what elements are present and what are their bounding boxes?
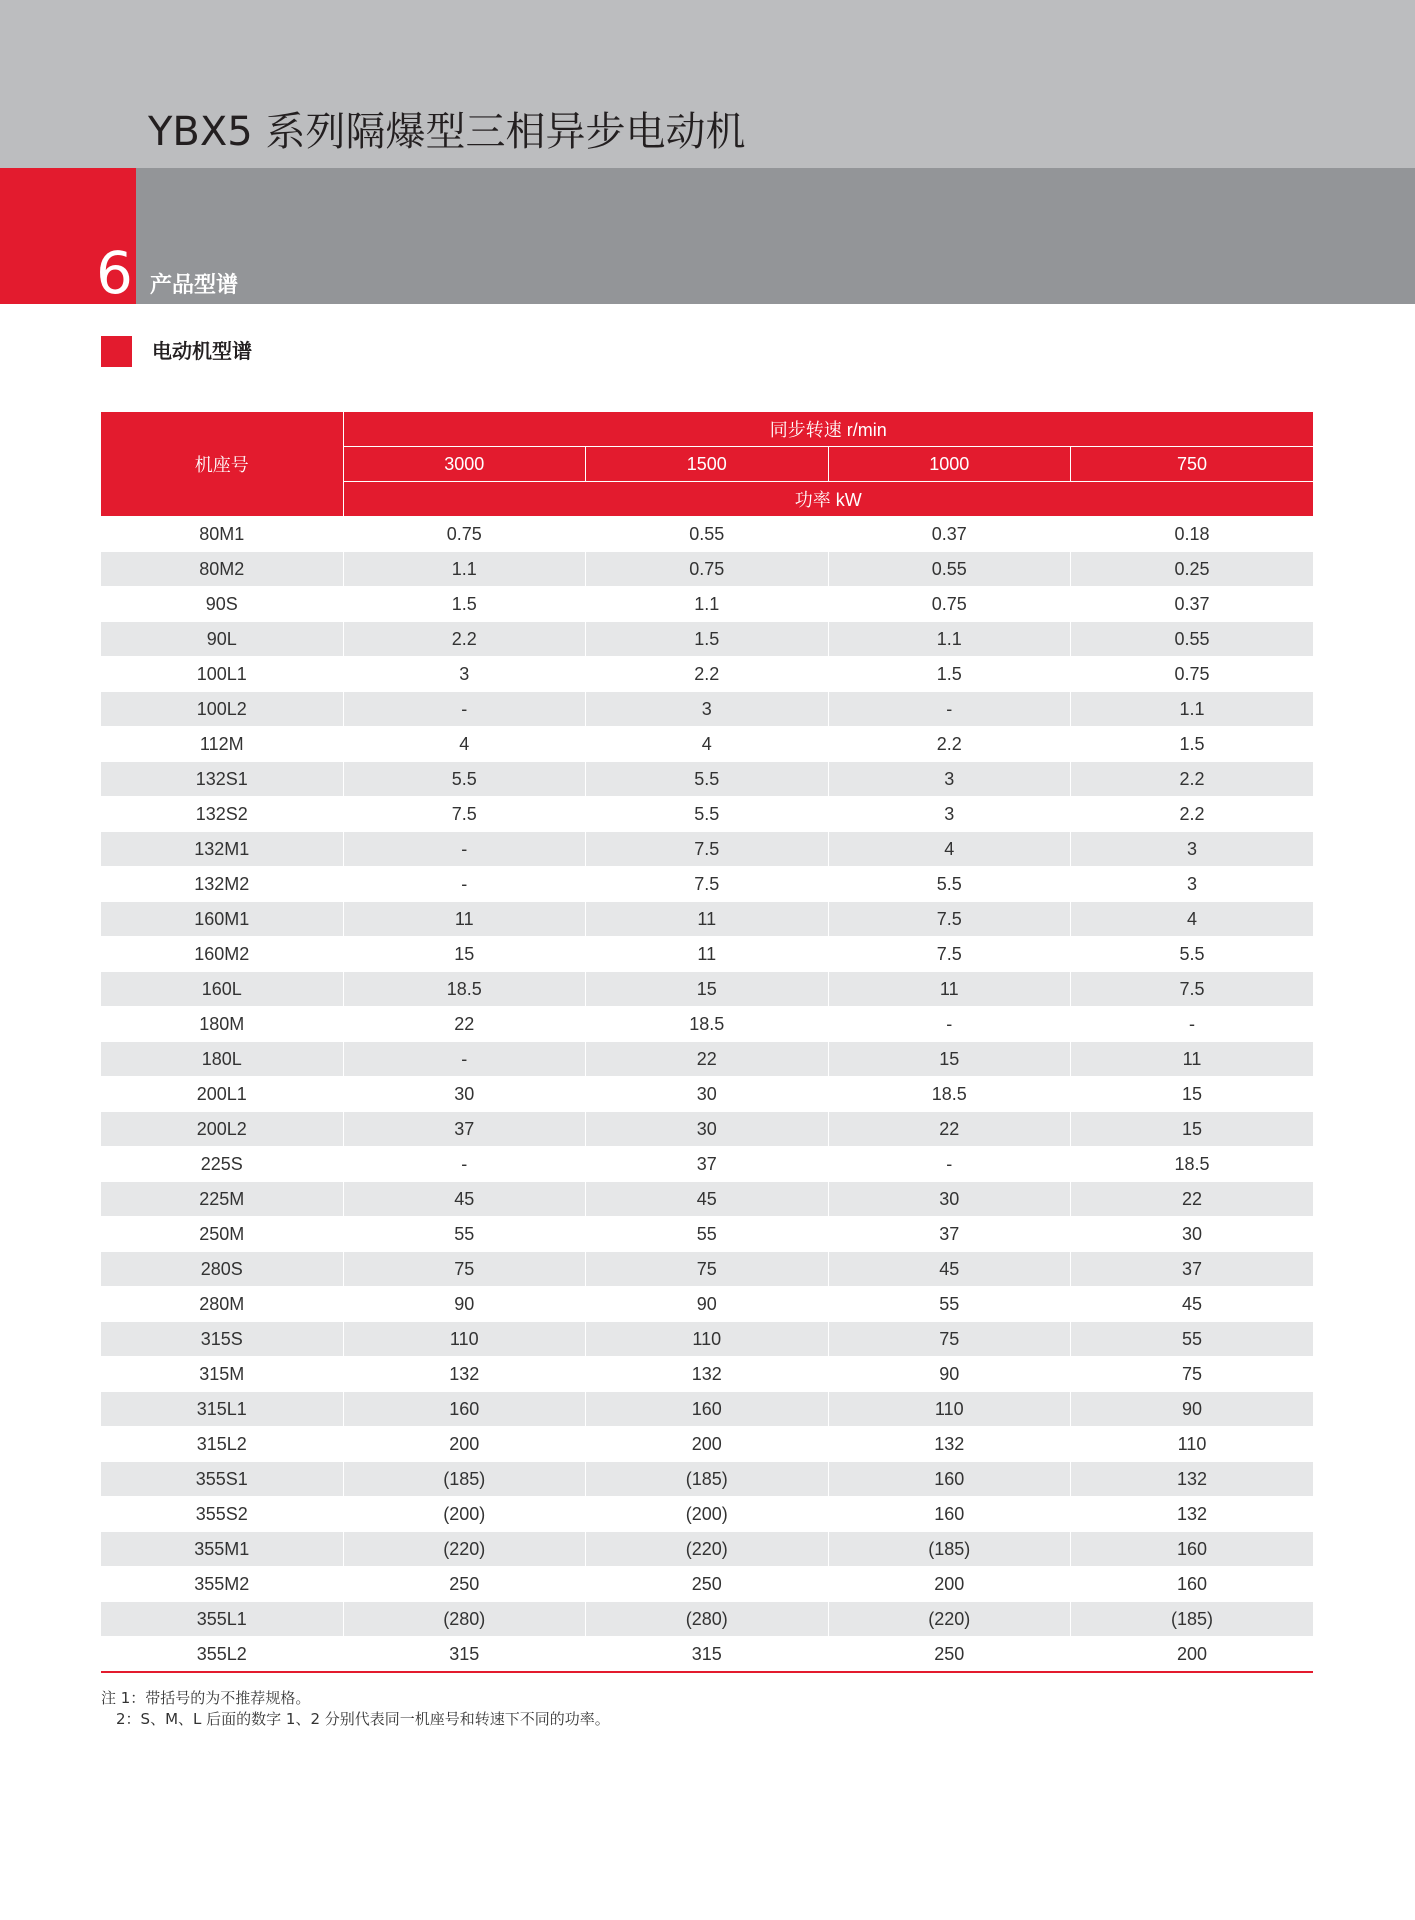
power-cell: 1.5	[828, 657, 1071, 692]
power-cell: 2.2	[828, 727, 1071, 762]
power-cell: 45	[828, 1252, 1071, 1287]
power-cell: 11	[1071, 1042, 1314, 1077]
note-2: 2：S、M、L 后面的数字 1、2 分别代表同一机座号和转速下不同的功率。	[101, 1710, 610, 1728]
power-cell: 3	[1071, 867, 1314, 902]
model-cell: 180M	[101, 1007, 343, 1042]
power-cell: 5.5	[586, 762, 829, 797]
table-row	[101, 1462, 1313, 1497]
power-cell: 250	[586, 1567, 829, 1602]
model-cell: 100L1	[101, 657, 343, 692]
power-cell: 0.55	[586, 517, 829, 552]
table-row	[101, 1112, 1313, 1147]
model-cell: 200L2	[101, 1112, 343, 1147]
power-cell: 30	[828, 1182, 1071, 1217]
power-cell: 1.1	[586, 587, 829, 622]
table-row	[101, 1042, 1313, 1077]
power-cell: 110	[1071, 1427, 1314, 1462]
power-cell: 7.5	[586, 867, 829, 902]
power-cell: 3	[828, 762, 1071, 797]
power-cell: 15	[586, 972, 829, 1007]
power-cell: 5.5	[828, 867, 1071, 902]
table-row	[101, 762, 1313, 797]
model-cell: 90L	[101, 622, 343, 657]
table-row	[101, 1497, 1313, 1532]
power-cell: 132	[586, 1357, 829, 1392]
power-cell: (220)	[828, 1602, 1071, 1637]
model-cell: 315S	[101, 1322, 343, 1357]
table-row	[101, 1602, 1313, 1637]
power-cell: 4	[1071, 902, 1314, 937]
power-cell: 15	[343, 937, 586, 972]
power-cell: 18.5	[343, 972, 586, 1007]
model-cell: 160L	[101, 972, 343, 1007]
power-cell: 0.37	[1071, 587, 1314, 622]
power-cell: 132	[1071, 1462, 1314, 1497]
model-cell: 355S2	[101, 1497, 343, 1532]
power-cell: 132	[828, 1427, 1071, 1462]
power-cell: 2.2	[586, 657, 829, 692]
power-cell: 160	[1071, 1532, 1314, 1567]
table-row	[101, 552, 1313, 587]
power-cell: 0.55	[828, 552, 1071, 587]
table-row	[101, 972, 1313, 1007]
power-cell: 110	[343, 1322, 586, 1357]
power-cell: (280)	[343, 1602, 586, 1637]
power-cell: 200	[1071, 1637, 1314, 1673]
table-body	[101, 517, 1313, 1673]
model-cell: 355L1	[101, 1602, 343, 1637]
motor-spec-table	[101, 412, 1313, 1673]
model-cell: 250M	[101, 1217, 343, 1252]
table-row	[101, 727, 1313, 762]
power-cell: 0.55	[1071, 622, 1314, 657]
speed-group-header: 同步转速 r/min	[343, 412, 1313, 447]
model-cell: 180L	[101, 1042, 343, 1077]
note-1: 注 1：带括号的为不推荐规格。	[101, 1689, 311, 1707]
table-row	[101, 902, 1313, 937]
power-cell: 55	[586, 1217, 829, 1252]
power-cell: 22	[828, 1112, 1071, 1147]
power-cell: 7.5	[343, 797, 586, 832]
table-row	[101, 1287, 1313, 1322]
model-cell: 112M	[101, 727, 343, 762]
model-cell: 80M2	[101, 552, 343, 587]
power-cell: 5.5	[1071, 937, 1314, 972]
model-cell: 280S	[101, 1252, 343, 1287]
power-cell: 18.5	[828, 1077, 1071, 1112]
power-cell: 2.2	[1071, 762, 1314, 797]
model-cell: 225S	[101, 1147, 343, 1182]
power-cell: 90	[828, 1357, 1071, 1392]
model-cell: 355M1	[101, 1532, 343, 1567]
power-cell: 75	[828, 1322, 1071, 1357]
power-unit-header: 功率 kW	[343, 482, 1313, 517]
power-cell: 7.5	[828, 937, 1071, 972]
power-cell: 3	[586, 692, 829, 727]
model-cell: 160M2	[101, 937, 343, 972]
table-row	[101, 1567, 1313, 1602]
power-cell: (200)	[343, 1497, 586, 1532]
table-row	[101, 797, 1313, 832]
power-cell: 37	[343, 1112, 586, 1147]
table-row	[101, 1637, 1313, 1673]
power-cell: 22	[343, 1007, 586, 1042]
power-cell: 11	[586, 937, 829, 972]
power-cell: 45	[343, 1182, 586, 1217]
power-cell: 7.5	[828, 902, 1071, 937]
table-row	[101, 1182, 1313, 1217]
table-row	[101, 1252, 1313, 1287]
power-cell: 11	[343, 902, 586, 937]
power-cell: 0.75	[343, 517, 586, 552]
power-cell: 30	[343, 1077, 586, 1112]
power-cell: (185)	[343, 1462, 586, 1497]
power-cell: 90	[586, 1287, 829, 1322]
table-row	[101, 1532, 1313, 1567]
power-cell: -	[343, 1042, 586, 1077]
power-cell: 5.5	[586, 797, 829, 832]
power-cell: 0.18	[1071, 517, 1314, 552]
speed-header-3000: 3000	[343, 447, 586, 482]
model-cell: 100L2	[101, 692, 343, 727]
power-cell: 55	[343, 1217, 586, 1252]
power-cell: 110	[828, 1392, 1071, 1427]
power-cell: 37	[828, 1217, 1071, 1252]
table-row	[101, 1007, 1313, 1042]
power-cell: 75	[1071, 1357, 1314, 1392]
power-cell: 75	[343, 1252, 586, 1287]
power-cell: 55	[828, 1287, 1071, 1322]
speed-header-1500: 1500	[586, 447, 829, 482]
power-cell: 200	[343, 1427, 586, 1462]
power-cell: 90	[343, 1287, 586, 1322]
model-cell: 132S1	[101, 762, 343, 797]
power-cell: 0.75	[586, 552, 829, 587]
model-cell: 355S1	[101, 1462, 343, 1497]
power-cell: 11	[586, 902, 829, 937]
table-row	[101, 832, 1313, 867]
power-cell: 160	[828, 1462, 1071, 1497]
model-cell: 200L1	[101, 1077, 343, 1112]
power-cell: 0.75	[828, 587, 1071, 622]
table-row	[101, 622, 1313, 657]
section-number: 6	[96, 239, 133, 307]
power-cell: 2.2	[1071, 797, 1314, 832]
power-cell: 1.1	[1071, 692, 1314, 727]
power-cell: 37	[586, 1147, 829, 1182]
power-cell: 30	[586, 1112, 829, 1147]
table-row	[101, 517, 1313, 552]
model-cell: 132M2	[101, 867, 343, 902]
model-cell: 355L2	[101, 1637, 343, 1673]
power-cell: 30	[1071, 1217, 1314, 1252]
subsection-title: 电动机型谱	[152, 339, 252, 363]
table-row	[101, 1322, 1313, 1357]
power-cell: (220)	[586, 1532, 829, 1567]
model-cell: 315L1	[101, 1392, 343, 1427]
power-cell: 18.5	[586, 1007, 829, 1042]
power-cell: 15	[828, 1042, 1071, 1077]
model-cell: 225M	[101, 1182, 343, 1217]
power-cell: 200	[586, 1427, 829, 1462]
power-cell: 4	[828, 832, 1071, 867]
power-cell: -	[343, 867, 586, 902]
power-cell: 22	[1071, 1182, 1314, 1217]
table-row	[101, 657, 1313, 692]
power-cell: -	[1071, 1007, 1314, 1042]
table-row	[101, 1392, 1313, 1427]
power-cell: (185)	[828, 1532, 1071, 1567]
table-row	[101, 1217, 1313, 1252]
model-cell: 315M	[101, 1357, 343, 1392]
power-cell: 75	[586, 1252, 829, 1287]
model-cell: 90S	[101, 587, 343, 622]
power-cell: 160	[343, 1392, 586, 1427]
model-cell: 280M	[101, 1287, 343, 1322]
table-row	[101, 1357, 1313, 1392]
power-cell: 1.5	[1071, 727, 1314, 762]
power-cell: 90	[1071, 1392, 1314, 1427]
power-cell: 7.5	[586, 832, 829, 867]
subsection-marker	[101, 336, 132, 367]
power-cell: 15	[1071, 1077, 1314, 1112]
power-cell: 0.37	[828, 517, 1071, 552]
power-cell: 4	[343, 727, 586, 762]
power-cell: (280)	[586, 1602, 829, 1637]
power-cell: 45	[586, 1182, 829, 1217]
power-cell: -	[343, 692, 586, 727]
power-cell: -	[828, 692, 1071, 727]
table-notes	[101, 1688, 610, 1730]
power-cell: 5.5	[343, 762, 586, 797]
table-row	[101, 937, 1313, 972]
power-cell: 22	[586, 1042, 829, 1077]
power-cell: 315	[586, 1637, 829, 1673]
power-cell: -	[828, 1007, 1071, 1042]
model-cell: 132M1	[101, 832, 343, 867]
power-cell: 3	[343, 657, 586, 692]
power-cell: 4	[586, 727, 829, 762]
section-label: 产品型谱	[150, 273, 239, 298]
model-cell: 355M2	[101, 1567, 343, 1602]
power-cell: 3	[1071, 832, 1314, 867]
power-cell: 160	[1071, 1567, 1314, 1602]
table-row	[101, 1427, 1313, 1462]
power-cell: 132	[1071, 1497, 1314, 1532]
power-cell: 18.5	[1071, 1147, 1314, 1182]
power-cell: 1.1	[828, 622, 1071, 657]
model-column-header: 机座号	[101, 412, 343, 517]
power-cell: 1.5	[586, 622, 829, 657]
power-cell: 0.75	[1071, 657, 1314, 692]
table-row	[101, 587, 1313, 622]
power-cell: (185)	[586, 1462, 829, 1497]
power-cell: 3	[828, 797, 1071, 832]
model-cell: 132S2	[101, 797, 343, 832]
model-cell: 315L2	[101, 1427, 343, 1462]
power-cell: 315	[343, 1637, 586, 1673]
power-cell: 55	[1071, 1322, 1314, 1357]
model-cell: 80M1	[101, 517, 343, 552]
power-cell: 30	[586, 1077, 829, 1112]
power-cell: (185)	[1071, 1602, 1314, 1637]
section-band	[136, 168, 1415, 304]
power-cell: 37	[1071, 1252, 1314, 1287]
power-cell: 0.25	[1071, 552, 1314, 587]
power-cell: (220)	[343, 1532, 586, 1567]
power-cell: 1.5	[343, 587, 586, 622]
power-cell: -	[343, 1147, 586, 1182]
table-row	[101, 1077, 1313, 1112]
table-row	[101, 692, 1313, 727]
power-cell: 11	[828, 972, 1071, 1007]
speed-header-750: 750	[1071, 447, 1314, 482]
power-cell: -	[828, 1147, 1071, 1182]
power-cell: 250	[828, 1637, 1071, 1673]
power-cell: 2.2	[343, 622, 586, 657]
power-cell: 15	[1071, 1112, 1314, 1147]
power-cell: 45	[1071, 1287, 1314, 1322]
power-cell: 110	[586, 1322, 829, 1357]
page-title: YBX5 系列隔爆型三相异步电动机	[148, 109, 746, 155]
power-cell: 160	[828, 1497, 1071, 1532]
power-cell: (200)	[586, 1497, 829, 1532]
model-cell: 160M1	[101, 902, 343, 937]
table-row	[101, 867, 1313, 902]
power-cell: 250	[343, 1567, 586, 1602]
power-cell: 7.5	[1071, 972, 1314, 1007]
power-cell: 200	[828, 1567, 1071, 1602]
table-row	[101, 1147, 1313, 1182]
speed-header-1000: 1000	[828, 447, 1071, 482]
power-cell: 160	[586, 1392, 829, 1427]
power-cell: -	[343, 832, 586, 867]
power-cell: 1.1	[343, 552, 586, 587]
power-cell: 132	[343, 1357, 586, 1392]
